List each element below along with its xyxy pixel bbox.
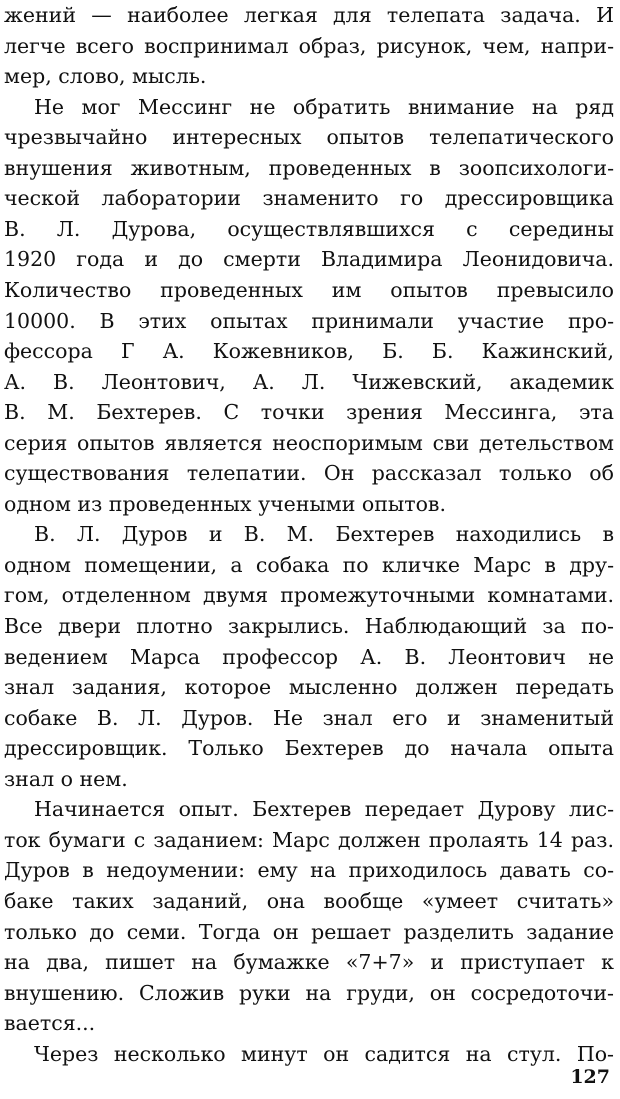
text-line: серия опытов является неоспоримым сви детельством bbox=[4, 430, 614, 455]
text-line: ческой лаборатории знаменито го дрессировщика bbox=[4, 186, 614, 211]
text-line: ведением Марса профессор А. В. Леонтович не bbox=[4, 644, 614, 669]
text-line: Количество проведенных им опытов превысило bbox=[4, 277, 614, 302]
text-line: фессора Г А. Кожевников, Б. Б. Кажинский, bbox=[4, 339, 614, 364]
text-line: существования телепатии. Он рассказал только об bbox=[4, 461, 614, 486]
text-line: на два, пишет на бумажке «7+7» и приступает к bbox=[4, 950, 614, 975]
text-line: вается... bbox=[4, 1011, 96, 1036]
text-line: внушения животным, проведенных в зоопсихологи- bbox=[4, 155, 614, 180]
text-line: чрезвычайно интересных опытов телепатического bbox=[4, 125, 614, 150]
text-line: В. М. Бехтерев. С точки зрения Мессинга, эта bbox=[4, 400, 614, 425]
text-line: Дуров в недоумении: ему на приходилось давать со- bbox=[4, 858, 614, 883]
text-line: ток бумаги с заданием: Марс должен пролаять 14 раз. bbox=[4, 827, 614, 852]
paragraph-first-line: Через несколько минут он садится на стул. По- bbox=[34, 1041, 614, 1066]
text-line: гом, отделенном двумя промежуточными комнатами. bbox=[4, 583, 614, 608]
text-line: одном помещении, а собака по кличке Марс в дру- bbox=[4, 552, 614, 577]
text-line: жений — наиболее легкая для телепата задача. И bbox=[4, 3, 614, 27]
text-line: только до семи. Тогда он решает разделить задание bbox=[4, 919, 614, 944]
paragraph-first-line: Начинается опыт. Бехтерев передает Дурову лис- bbox=[34, 797, 614, 822]
text-line: дрессировщик. Только Бехтерев до начала опыта bbox=[4, 736, 614, 761]
text-line: мер, слово, мысль. bbox=[4, 64, 207, 89]
paragraph-first-line: В. Л. Дуров и В. М. Бехтерев находились в bbox=[34, 522, 614, 547]
text-line: собаке В. Л. Дуров. Не знал его и знаменитый bbox=[4, 705, 614, 730]
text-line: Все двери плотно закрылись. Наблюдающий за по- bbox=[4, 614, 614, 638]
text-line: знал задания, которое мысленно должен передать bbox=[4, 675, 614, 700]
paragraph-first-line: Не мог Мессинг не обратить внимание на ряд bbox=[34, 94, 614, 119]
text-line: одном из проведенных учеными опытов. bbox=[4, 491, 446, 516]
text-line: 10000. В этих опытах принимали участие про- bbox=[4, 308, 614, 333]
text-line: 1920 года и до смерти Владимира Леонидовича. bbox=[4, 247, 614, 272]
text-line: легче всего воспринимал образ, рисунок, чем, напри- bbox=[4, 33, 614, 58]
text-line: баке таких заданий, она вообще «умеет считать» bbox=[4, 888, 614, 913]
text-line: внушению. Сложив руки на груди, он сосредоточи- bbox=[4, 980, 614, 1005]
text-line: В. Л. Дурова, осуществлявшихся с середины bbox=[4, 216, 614, 241]
page-number: 127 bbox=[570, 1066, 610, 1088]
text-line: А. В. Леонтович, А. Л. Чижевский, академик bbox=[4, 369, 614, 394]
text-line: знал о нем. bbox=[4, 766, 128, 791]
